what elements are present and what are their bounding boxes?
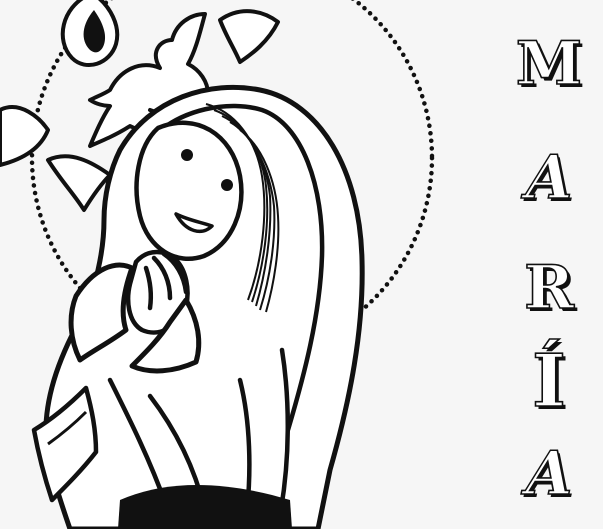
eye-left (181, 149, 193, 161)
title-letter-3: R (524, 253, 574, 323)
title-letter-2: A (518, 143, 580, 213)
title-letter-5: A (518, 439, 580, 509)
title-letter-4: Í (532, 338, 566, 423)
title-letter-1: M (515, 29, 583, 99)
eye-right (221, 179, 233, 191)
title-maria (495, 29, 603, 509)
flame-icon (63, 0, 117, 65)
